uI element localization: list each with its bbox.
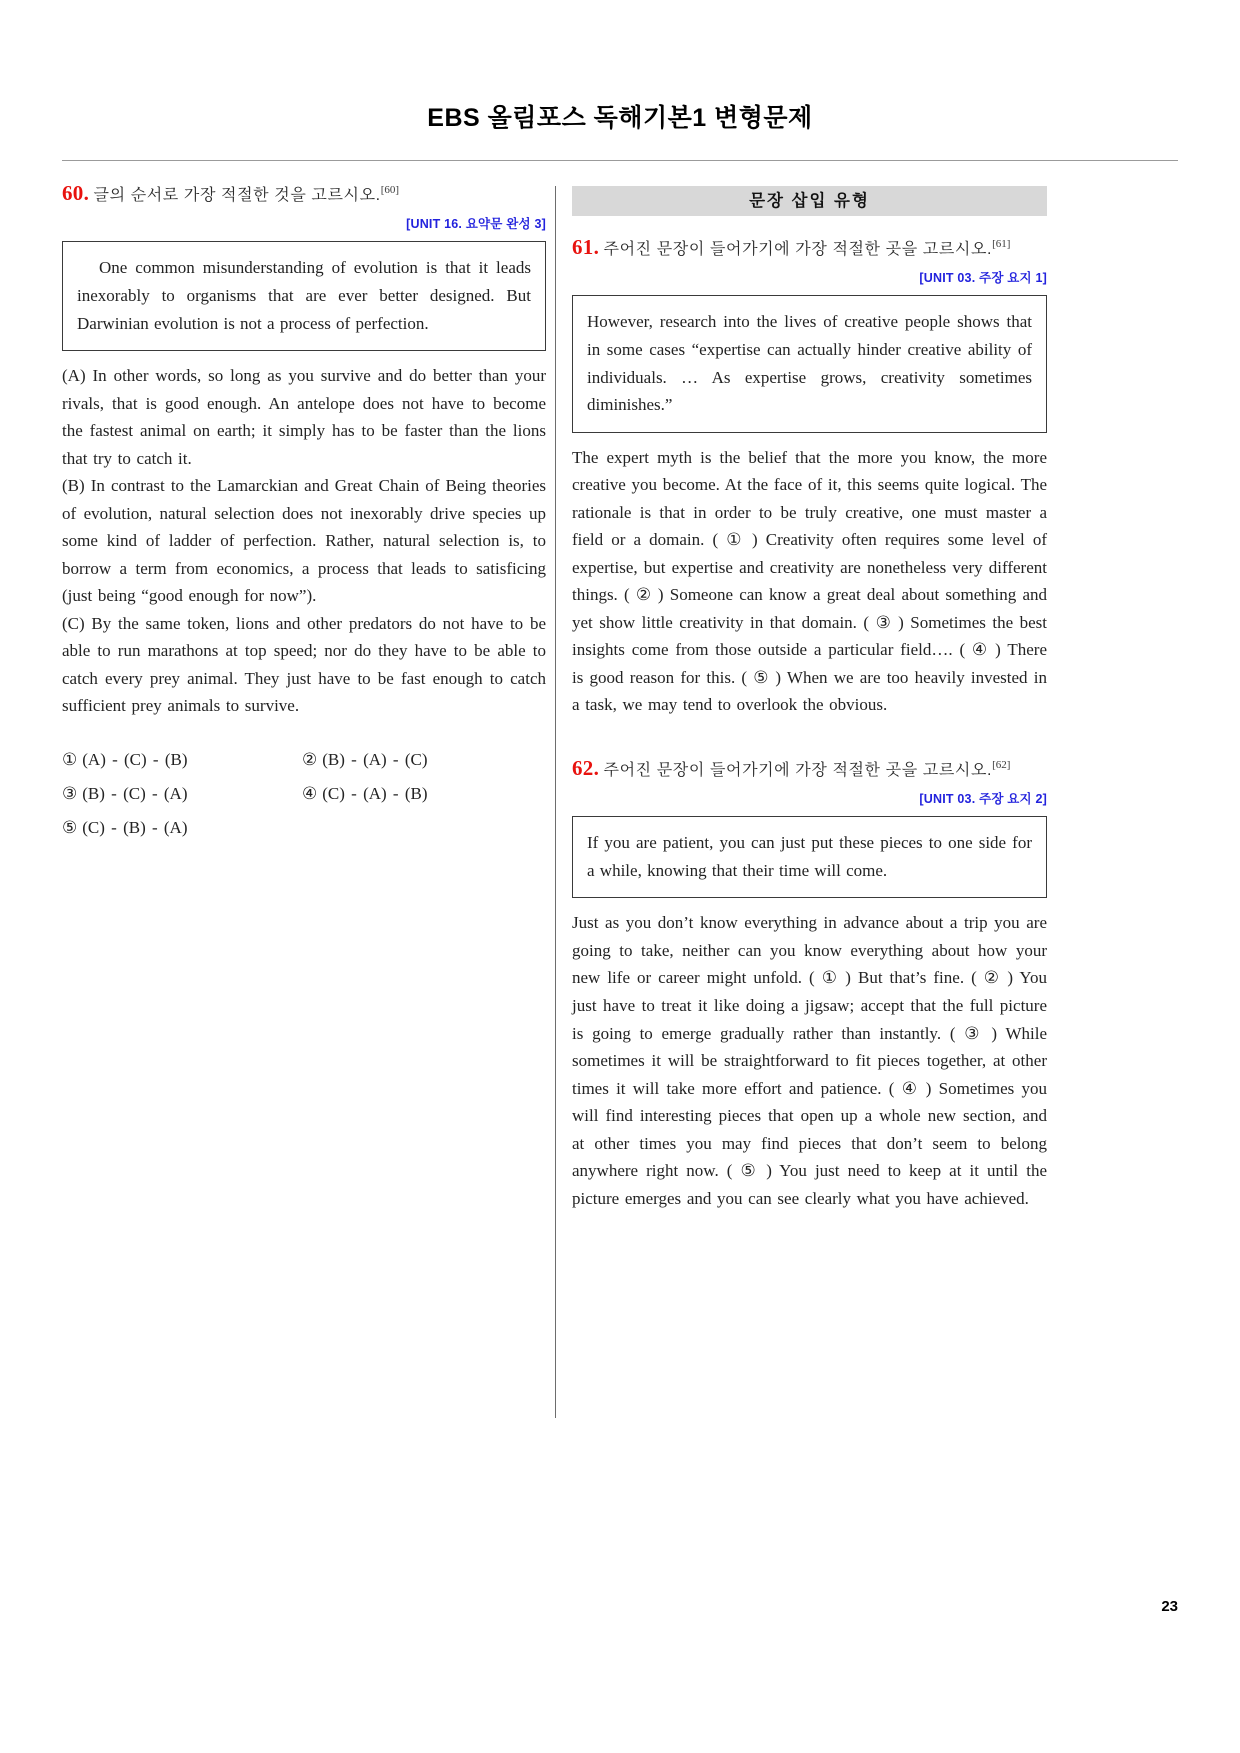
right-column [572,186,1047,1212]
question-62-body: Just as you don’t know everything in advance about a trip you are going to take, neither can you know everything about how your new life or career might unfold. ( ① ) But that’s fine. ( ② ) You just have to treat it like doing a jigsaw; accept that the full picture is going to emerge gradually rather than instantly. ( ③ ) While sometimes it will be straightforward to fit pieces together, at other times it will take more effort and patience. ( ④ ) Sometimes you will find interesting pieces that open up a whole new section, and at other times you may find pieces that don’t seem to belong anywhere right now. ( ⑤ ) You just need to keep at it until the picture emerges and you can see clearly what you have achieved. [572,913,1047,1208]
question-61-boxed-text: However, research into the lives of creative people shows that in some cases “expertise can actually hinder creative ability of individuals. … As expertise grows, creativity sometimes diminishes.” [587,312,1032,415]
question-61-body: The expert myth is the belief that the more you know, the more creative you become. At the face of it, this seems quite logical. The rationale is that in order to be truly creative, one must master a field or a domain. ( ① ) Creativity often requires some level of expertise, but expertise and creativity are nonetheless very different things. ( ② ) Someone can know a great deal about something and yet show little creativity in that domain. ( ③ ) Sometimes the best insights come from those outside a particular field…. ( ④ ) There is good reason for this. ( ⑤ ) When we are too heavily invested in a task, we may tend to overlook the obvious. [572,447,1047,715]
question-60-boxed-text: One common misunderstanding of evolution is that it leads inexorably to organisms that are ever better designed. But Darwinian evolution is not a process of perfection. [77,258,531,333]
question-60-superscript: [60] [380,184,400,197]
choice-label-2: (B) - (A) - (C) [322,749,428,769]
question-62-heading [572,753,1047,783]
left-column [62,178,546,849]
choice-label-5: (C) - (B) - (A) [82,818,188,838]
section-band: 문장 삽입 유형 [572,186,1047,216]
choice-row [62,814,546,841]
question-61-unit-tag: [UNIT 03. 주장 요지 1] [919,271,1047,286]
choice-marker-1: ① [62,749,78,769]
choice-marker-2: ② [302,749,318,769]
page-number: 23 [1161,1598,1178,1615]
question-62-boxed-text: If you are patient, you can just put these pieces to one side for a while, knowing that their time will come. [587,833,1032,880]
choice-option-3[interactable] [62,780,302,807]
question-62-number: 62. [572,755,600,780]
choice-marker-4: ④ [302,784,318,804]
choice-row [62,746,546,773]
question-62-prompt: 주어진 문장이 들어가기에 가장 적절한 곳을 고르시오. [603,761,993,779]
question-62-unit-tag: [UNIT 03. 주장 요지 2] [919,792,1047,807]
question-spacer [572,719,1047,753]
question-60-choices [62,746,546,842]
question-61-passage-box [572,295,1047,432]
choice-label-3: (B) - (C) - (A) [82,784,188,804]
question-60-prompt: 글의 순서로 가장 적절한 것을 고르시오. [93,187,381,204]
question-60-paragraph-a: (A) In other words, so long as you survive and do better than your rivals, that is good enough. An antelope does not have to become the fastest animal on earth; it simply has to be faster than the lions that try to catch it. [62,366,546,468]
question-61-number: 61. [572,235,600,259]
question-60-paragraph-b: (B) In contrast to the Lamarckian and Great Chain of Being theories of evolution, natural selection does not inexorably drive species up some kind of ladder of perfection. Rather, natural selection is, to borrow a term from economics, a process that leads to satisficing (just being “good enough for now”). [62,476,546,606]
choice-label-1: (A) - (C) - (B) [82,749,188,769]
question-61-prompt: 주어진 문장이 들어가기에 가장 적절한 곳을 고르시오. [603,241,993,258]
column-divider [555,186,556,1418]
page-title: EBS 올림포스 독해기본1 변형문제 [427,104,813,132]
choice-option-2[interactable] [302,746,542,773]
question-60-unit-tag: [UNIT 16. 요약문 완성 3] [406,217,546,232]
question-61-heading [572,232,1047,262]
question-61-superscript: [61] [992,238,1011,251]
header-divider [62,160,1178,161]
choice-option-5[interactable] [62,814,302,841]
question-60-passage-box [62,241,546,351]
question-60-number: 60. [62,181,90,205]
question-60-paragraph-c: (C) By the same token, lions and other predators do not have to be able to run marathons at top speed; nor do they have to be able to catch every prey animal. They just have to be fast enough to catch sufficient prey animals to survive. [62,613,546,716]
question-62-superscript: [62] [992,759,1011,772]
choice-option-4[interactable] [302,780,542,807]
question-60-heading [62,178,546,208]
choice-marker-3: ③ [62,784,78,804]
question-60-body [62,362,546,720]
choice-marker-5: ⑤ [62,818,78,838]
choice-label-4: (C) - (A) - (B) [322,784,428,804]
choice-row [62,780,546,807]
choice-option-1[interactable] [62,746,302,773]
question-62-passage-box [572,816,1047,898]
